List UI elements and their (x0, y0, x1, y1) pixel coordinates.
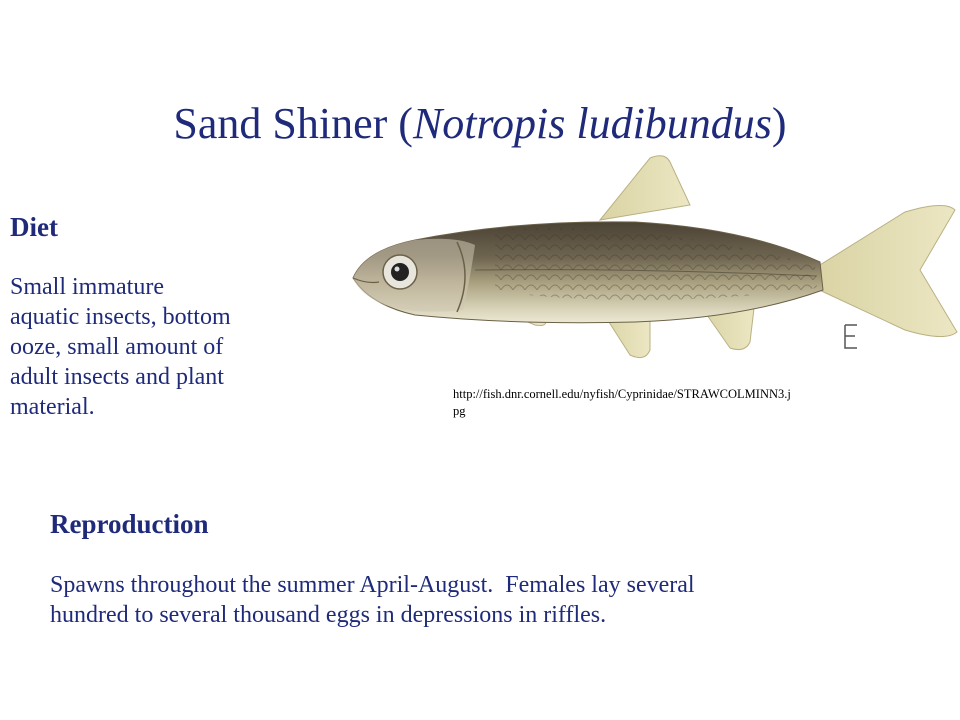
diet-line: aquatic insects, bottom (10, 304, 231, 330)
caption-line: pg (453, 404, 466, 418)
diet-line: ooze, small amount of (10, 334, 224, 360)
diet-line: material. (10, 394, 95, 420)
caption-line: http://fish.dnr.cornell.edu/nyfish/Cyprinidae/STRAWCOLMINN3.j (453, 387, 791, 401)
page-title (0, 94, 960, 154)
diet-line: adult insects and plant (10, 364, 224, 390)
diet-line: Small immature (10, 274, 164, 300)
reproduction-line: hundred to several thousand eggs in depressions in riffles. (50, 602, 607, 628)
reproduction-heading: Reproduction (50, 509, 209, 539)
reproduction-text (50, 570, 695, 630)
reproduction-line: Spawns throughout the summer April-August. Females lay several (50, 572, 695, 598)
diet-heading: Diet (10, 212, 58, 242)
image-source-caption (453, 386, 791, 420)
title-common-name: Sand Shiner ( (173, 99, 413, 148)
title-scientific-name: Notropis ludibundus (412, 99, 772, 148)
title-close-paren: ) (771, 99, 787, 148)
diet-text (10, 272, 231, 422)
fish-illustration (345, 150, 960, 380)
